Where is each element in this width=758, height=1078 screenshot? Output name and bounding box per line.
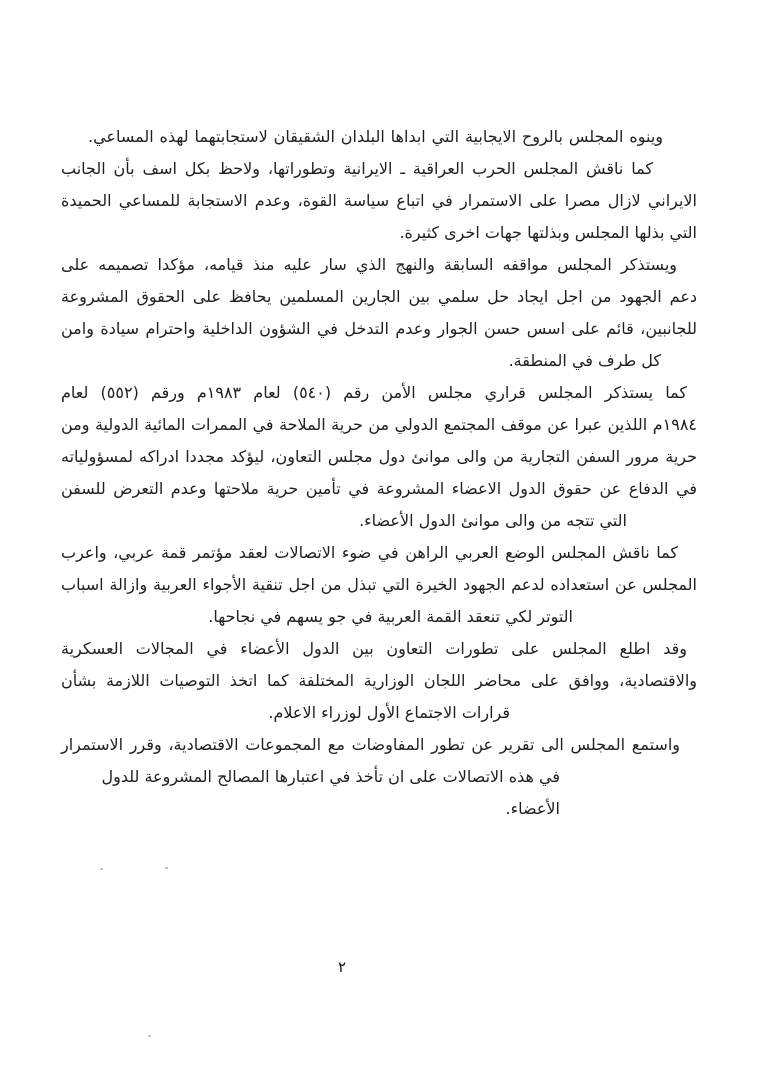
text-line: وينوه المجلس بالروح الايجابية التي ابداها البلدان الشقيقان لاستجابتهما لهذه المساعي. [88, 127, 663, 146]
text-line: والاقتصادية، ووافق على محاضر اللجان الوزارية المختلفة كما اتخذ التوصيات اللازمة بشأن [61, 671, 697, 690]
text-line: ١٩٨٤م اللذين عبرا عن موقف المجتمع الدولي من حرية الملاحة في الممرات المائية الدولية ومن [61, 415, 697, 434]
text-line: كل طرف في المنطقة. [508, 351, 661, 370]
text-line: قرارات الاجتماع الأول لوزراء الاعلام. [268, 703, 510, 722]
paragraph [61, 633, 697, 729]
paragraph [61, 537, 697, 633]
text-line: الايراني لازال مصرا على الاستمرار في اتباع سياسة القوة، وعدم الاستجابة للمساعي الحميدة [61, 191, 697, 210]
scan-speck [165, 867, 168, 869]
paragraph [61, 249, 697, 377]
scan-speck [148, 1035, 151, 1037]
paragraph [61, 153, 697, 249]
text-line: واستمع المجلس الى تقرير عن تطور المفاوضات مع المجموعات الاقتصادية، وقرر الاستمرار [61, 735, 680, 754]
text-line: حرية مرور السفن التجارية من والى موانئ دول مجلس التعاون، ليؤكد مجددا ادراكه لمسؤولياته [61, 447, 697, 466]
text-line: كما ناقش المجلس الوضع العربي الراهن في ضوء الاتصالات لعقد مؤتمر قمة عربي، واعرب [61, 543, 678, 562]
text-line: للجانبين، قائم على اسس حسن الجوار وعدم التدخل في الشؤون الداخلية واحترام سيادة وامن [61, 319, 697, 338]
document-body [61, 121, 697, 818]
text-line: دعم الجهود من اجل ايجاد حل سلمي بين الجارين المسلمين يحافظ على الحقوق المشروعة [61, 287, 697, 306]
text-line: ويستذكر المجلس مواقفه السابقة والنهج الذي سار عليه منذ قيامه، مؤكدا تصميمه على [61, 255, 677, 274]
text-line: في الدفاع عن حقوق الدول الاعضاء المشروعة في تأمين حرية ملاحتها وعدم التعرض للسفن [61, 479, 697, 498]
text-line: في هذه الاتصالات على ان تأخذ في اعتبارها المصالح المشروعة للدول الأعضاء. [101, 767, 560, 818]
text-line: التوتر لكي تنعقد القمة العربية في جو يسهم في نجاحها. [208, 607, 573, 626]
paragraph [61, 729, 697, 818]
text-line: وقد اطلع المجلس على تطورات التعاون بين الدول الأعضاء في المجالات العسكرية [61, 639, 687, 658]
text-line: المجلس عن استعداده لدعم الجهود الخيرة التي تبذل من اجل تنقية الأجواء العربية وازالة اسباب [61, 575, 697, 594]
scan-speck [100, 868, 103, 870]
paragraph [61, 121, 697, 153]
paragraph [61, 377, 697, 537]
text-line: التي تتجه من والى موانئ الدول الأعضاء. [359, 511, 627, 530]
text-line: كما ناقش المجلس الحرب العراقية ـ الايرانية وتطوراتها، ولاحظ بكل اسف بأن الجانب [61, 159, 653, 178]
text-line: كما يستذكر المجلس قراري مجلس الأمن رقم (٥٤٠) لعام ١٩٨٣م ورقم (٥٥٢) لعام [61, 383, 687, 402]
page-number: ٢ [337, 958, 347, 976]
text-line: التي بذلها المجلس وبذلتها جهات اخرى كثيرة. [399, 223, 697, 242]
